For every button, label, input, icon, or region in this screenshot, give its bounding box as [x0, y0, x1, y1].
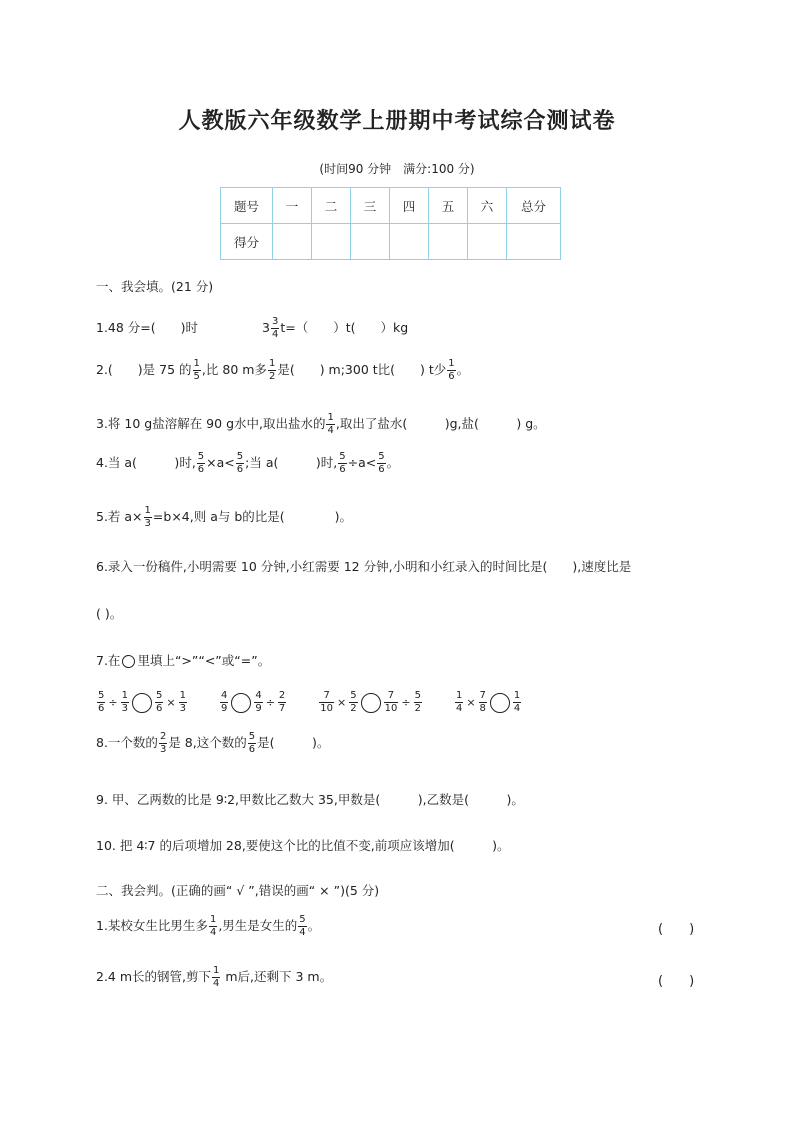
fraction: $\frac{1}{4}$: [327, 412, 334, 436]
fraction: $\frac{1}{3}$: [144, 505, 151, 529]
question-1: 1.48 分=( )时 3 $\frac{3}{4}$ t=（ ）t( ）kg: [96, 316, 409, 340]
fraction: $\frac{2}{3}$: [159, 731, 167, 755]
question-7: 7.在 里填上“>”“<”或“=”。: [96, 653, 271, 668]
header-cell: 题号: [221, 188, 273, 224]
score-cell[interactable]: [312, 224, 351, 260]
exam-info: (时间90 分钟 满分:100 分): [319, 162, 475, 176]
score-cell[interactable]: [507, 224, 561, 260]
header-cell: 六: [468, 188, 507, 224]
judge-question-1: 1.某校女生比男生多 $\frac{1}{4}$ ,男生是女生的 $\frac{5}{4}$ 。: [96, 914, 321, 938]
score-table-header-row: [221, 188, 561, 224]
compare-circle[interactable]: [132, 693, 152, 713]
fraction: $\frac{5}{4}$: [299, 914, 306, 938]
header-cell: 五: [429, 188, 468, 224]
question-2: 2.( )是 75 的 $\frac{1}{5}$ ,比 80 m多 $\frac{1}{2}$ 是( ) m;300 t比( ) t少 $\frac{1}{6}$ 。: [96, 358, 470, 382]
fraction: $\frac{5}{6}$: [236, 451, 244, 475]
compare-item-1: $\frac{5}{6}$ ÷ $\frac{1}{3}$ $\frac{5}{6}$ × $\frac{1}{3}$: [98, 690, 186, 714]
header-cell: 三: [351, 188, 390, 224]
question-5: 5.若 a× $\frac{1}{3}$ =b×4,则 a与 b的比是( )。: [96, 505, 353, 529]
question-4: 4.当 a( )时, $\frac{5}{6}$ ×a< $\frac{5}{6}$ ;当 a( )时, $\frac{5}{6}$ ÷a< $\frac{5}{6}$ 。: [96, 451, 400, 475]
header-cell: 二: [312, 188, 351, 224]
fraction: $\frac{5}{6}$: [197, 451, 205, 475]
compare-item-2: $\frac{4}{9}$ $\frac{4}{9}$ ÷ $\frac{2}{7}$: [220, 690, 286, 714]
question-8: 8.一个数的 $\frac{2}{3}$ 是 8,这个数的 $\frac{5}{6}$ 是( )。: [96, 731, 330, 755]
question-6: 6.录入一份稿件,小明需要 10 分钟,小红需要 12 分钟,小明和小红录入的时间比是( ),速度比是: [96, 559, 632, 574]
answer-box[interactable]: ( ): [658, 974, 695, 989]
compare-item-4: $\frac{1}{4}$ × $\frac{7}{8}$ $\frac{1}{4}$: [455, 690, 521, 714]
fraction: $\frac{5}{6}$: [378, 451, 385, 475]
question-9: 9. 甲、乙两数的比是 9∶2,甲数比乙数大 35,甲数是( ),乙数是( )。: [96, 792, 524, 807]
judge-question-2: 2.4 m长的钢管,剪下 $\frac{1}{4}$ m后,还剩下 3 m。: [96, 965, 333, 989]
question-6-cont: ( )。: [96, 606, 123, 621]
score-table: [220, 187, 561, 260]
section-heading: 二、我会判。(正确的画“ √ ”,错误的画“ × ”)(5 分): [96, 883, 380, 898]
answer-box[interactable]: ( ): [658, 922, 695, 937]
fraction: $\frac{1}{6}$: [448, 358, 455, 382]
fraction: $\frac{1}{4}$: [209, 914, 217, 938]
fraction: $\frac{1}{4}$: [213, 965, 220, 989]
score-cell[interactable]: [351, 224, 390, 260]
compare-circle[interactable]: [361, 693, 381, 713]
compare-row: [96, 690, 522, 715]
score-cell[interactable]: [273, 224, 312, 260]
score-cell[interactable]: [390, 224, 429, 260]
row-label: 得分: [221, 224, 273, 260]
fraction: $\frac{3}{4}$: [272, 316, 279, 340]
fraction: $\frac{5}{6}$: [248, 731, 256, 755]
header-cell: 总分: [507, 188, 561, 224]
header-cell: 一: [273, 188, 312, 224]
compare-circle[interactable]: [490, 693, 510, 713]
compare-circle[interactable]: [231, 693, 251, 713]
score-cell[interactable]: [429, 224, 468, 260]
score-table-score-row: [221, 224, 561, 260]
fraction: $\frac{1}{5}$: [193, 358, 200, 382]
fraction: $\frac{5}{6}$: [339, 451, 346, 475]
compare-item-3: $\frac{7}{10}$ × $\frac{5}{2}$ $\frac{7}{10}$ ÷ $\frac{5}{2}$: [320, 690, 421, 714]
page-title: 人教版六年级数学上册期中考试综合测试卷: [178, 108, 616, 134]
question-3: 3.将 10 g盐溶解在 90 g水中,取出盐水的 $\frac{1}{4}$ ,取出了盐水( )g,盐( ) g。: [96, 412, 546, 436]
section-heading: 一、我会填。(21 分): [96, 279, 214, 294]
question-10: 10. 把 4∶7 的后项增加 28,要使这个比的比值不变,前项应该增加( )。: [96, 838, 510, 853]
header-cell: 四: [390, 188, 429, 224]
score-cell[interactable]: [468, 224, 507, 260]
fraction: $\frac{1}{2}$: [268, 358, 276, 382]
circle-icon: [122, 655, 135, 668]
